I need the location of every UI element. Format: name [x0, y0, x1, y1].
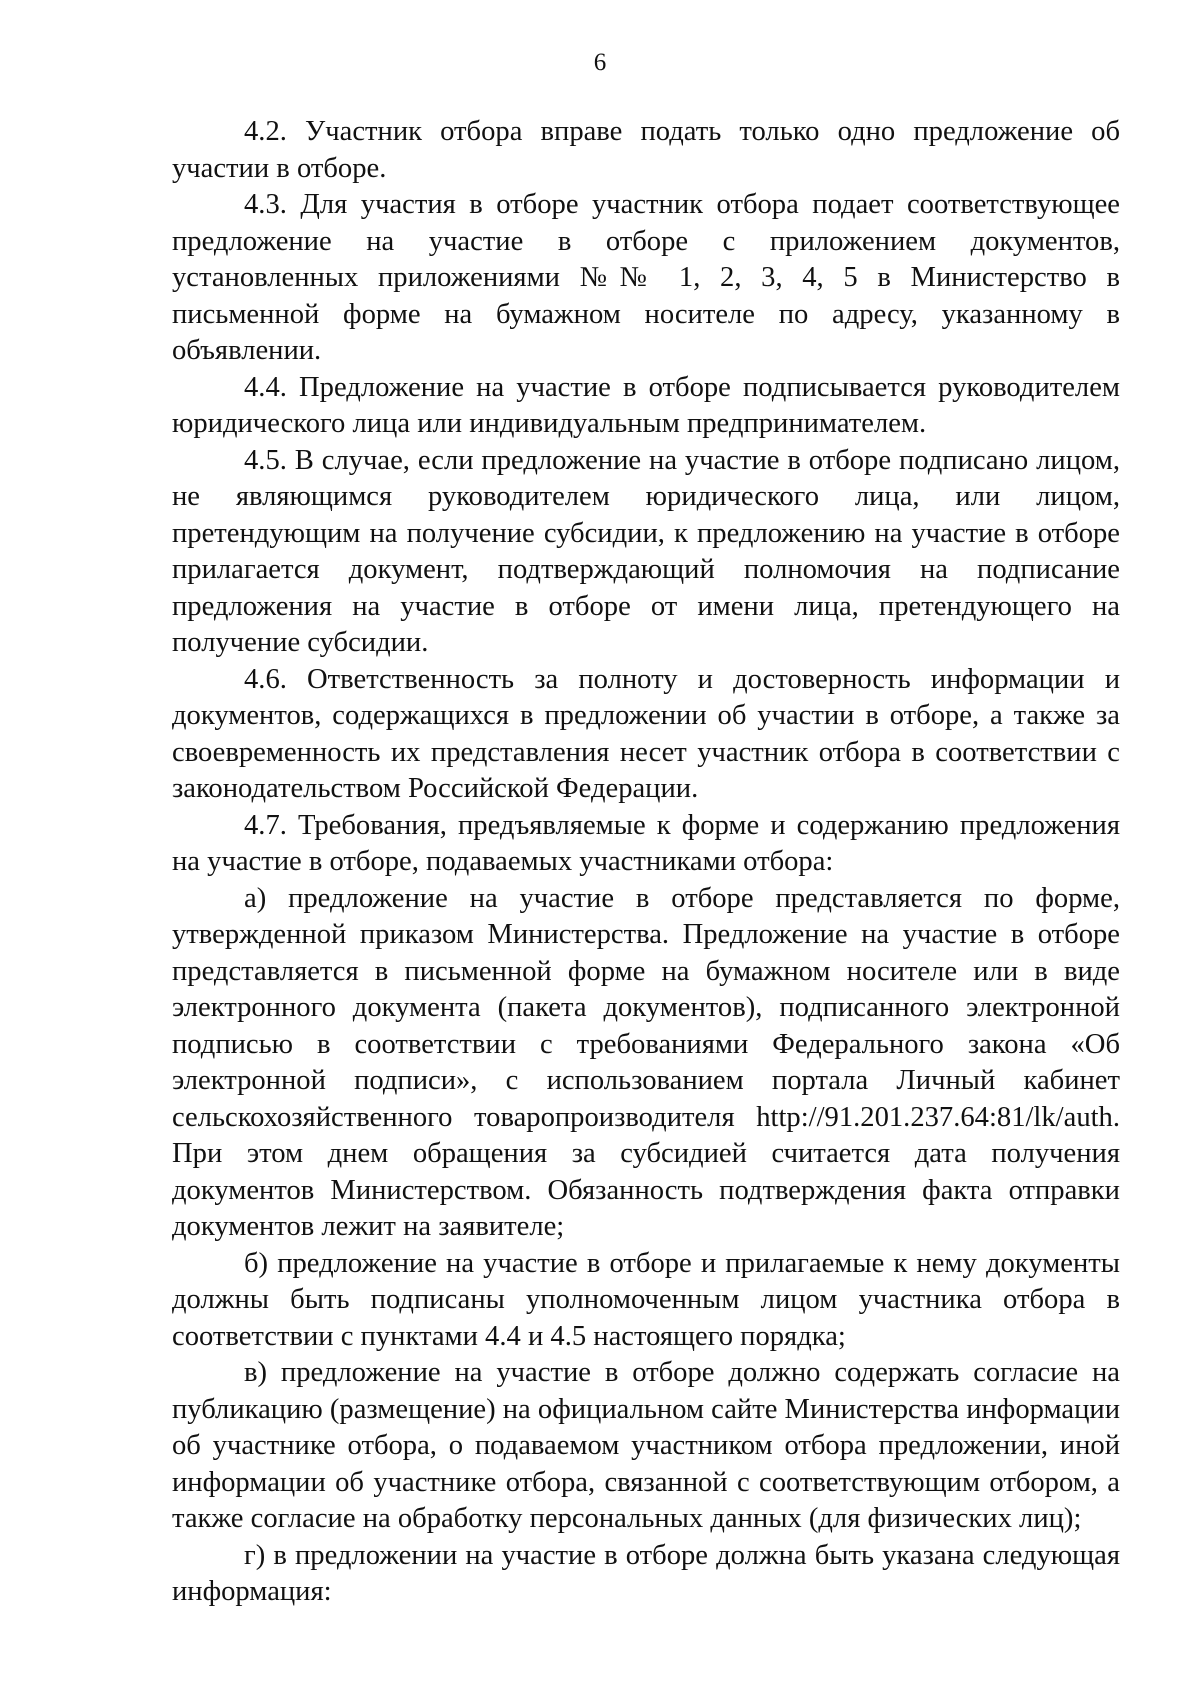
paragraph-4-5: 4.5. В случае, если предложение на участие в отборе подписано лицом, не являющимся руководителем юридического лица, или лицом, претендующим на получение субсидии, к предложению на участие в отборе прилагается документ, подтверждающий полномочия на подписание предложения на участие в отборе от имени лица, претендующего на получение субсидии.	[172, 444, 1120, 658]
paragraph-item-a: а) предложение на участие в отборе представляется по форме, утвержденной приказом Министерства. Предложение на участие в отборе представляется в письменной форме на бумажном носителе или в виде электронного документа (пакета документов), подписанного электронной подписью в соответствии с требованиями Федерального закона «Об электронной подписи», с использованием портала Личный кабинет сельскохозяйственного товаропроизводителя http://91.201.237.64:81/lk/auth. При этом днем обращения за субсидией считается дата получения документов Министерством. Обязанность подтверждения факта отправки документов лежит на заявителе;	[172, 882, 1120, 1242]
paragraph-4-3: 4.3. Для участия в отборе участник отбора подает соответствующее предложение на участие в отборе с приложением документов, установленных приложениями №№ 1, 2, 3, 4, 5 в Министерство в письменной форме на бумажном носителе по адресу, указанному в объявлении.	[172, 189, 1120, 366]
paragraph-4-7: 4.7. Требования, предъявляемые к форме и содержанию предложения на участие в отборе, подаваемых участниками отбора:	[172, 809, 1120, 877]
document-body	[172, 114, 1120, 1611]
paragraph-item-v: в) предложение на участие в отборе должно содержать согласие на публикацию (размещение) на официальном сайте Министерства информации об участнике отбора, о подаваемом участником отбора предложении, иной информации об участнике отбора, связанной с соответствующим отбором, а также согласие на обработку персональных данных (для физических лиц);	[172, 1357, 1120, 1534]
paragraph-4-4: 4.4. Предложение на участие в отборе подписывается руководителем юридического лица или индивидуальным предпринимателем.	[172, 371, 1120, 439]
paragraph-4-6: 4.6. Ответственность за полноту и достоверность информации и документов, содержащихся в предложении об участии в отборе, а также за своевременность их представления несет участник отбора в соответствии с законодательством Российской Федерации.	[172, 663, 1120, 804]
paragraph-item-b: б) предложение на участие в отборе и прилагаемые к нему документы должны быть подписаны уполномоченным лицом участника отбора в соответствии с пунктами 4.4 и 4.5 настоящего порядка;	[172, 1247, 1120, 1352]
page-number: 6	[593, 49, 607, 76]
paragraph-item-g: г) в предложении на участие в отборе должна быть указана следующая информация:	[172, 1539, 1120, 1607]
paragraph-4-2: 4.2. Участник отбора вправе подать только одно предложение об участии в отборе.	[172, 116, 1120, 184]
